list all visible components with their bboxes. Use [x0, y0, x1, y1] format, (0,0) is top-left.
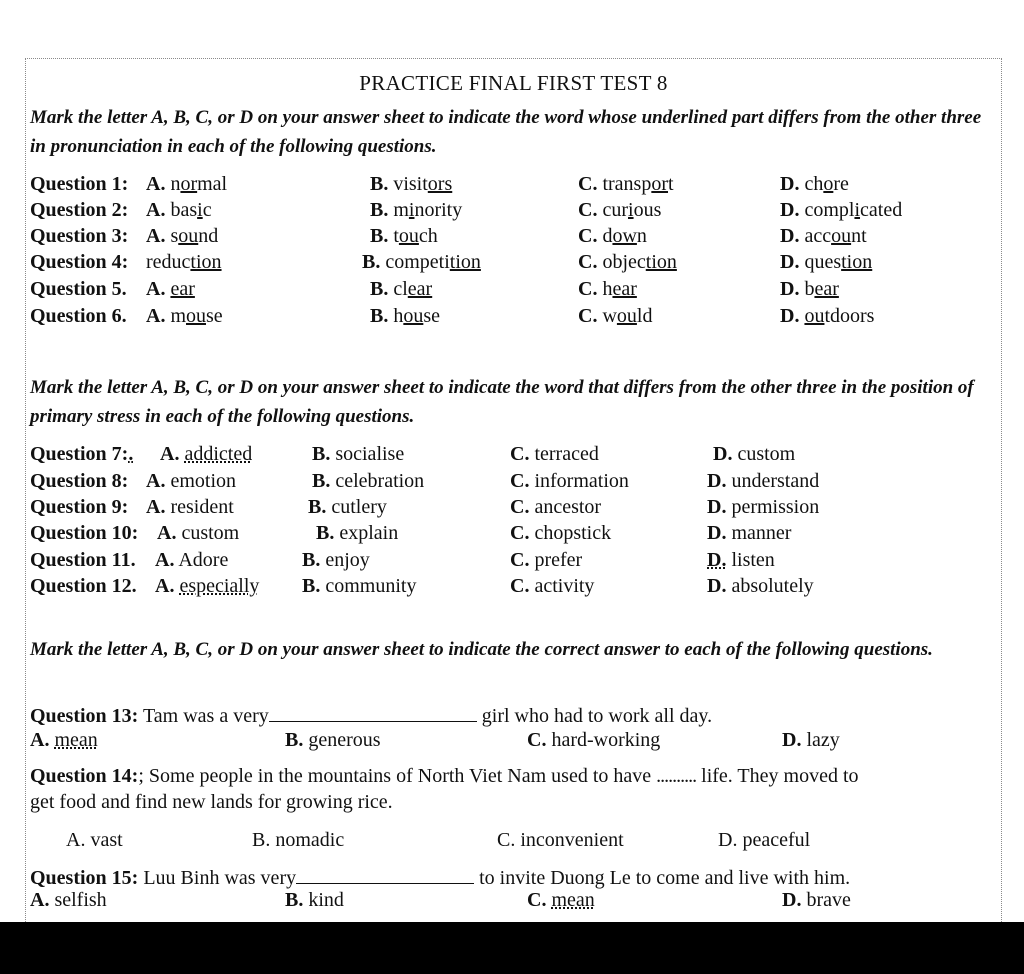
question-3-option-c[interactable] — [578, 225, 647, 248]
question-4-label: Question 4: — [30, 251, 129, 273]
question-11-option-b[interactable] — [302, 549, 370, 572]
word-part-under: ou — [398, 225, 419, 247]
option-letter: B. — [370, 305, 389, 327]
word-part-pre: acc — [804, 225, 832, 247]
option-letter: A. — [146, 496, 166, 518]
word-part-under: ou — [804, 305, 825, 327]
worksheet-page — [25, 58, 1002, 924]
question-13-option-b[interactable]: B. generous — [285, 729, 381, 751]
option-letter: C. — [578, 173, 598, 195]
word-part-under: ou — [186, 305, 207, 327]
question-10-label — [30, 522, 138, 545]
question-3-option-b[interactable] — [370, 225, 438, 248]
question-13-blank — [269, 703, 477, 722]
question-14-line2: get food and find new lands for growing rice. — [30, 791, 393, 813]
question-10-option-b[interactable] — [316, 522, 398, 545]
question-12-option-d[interactable] — [707, 575, 814, 598]
question-5-label: Question 5. — [30, 278, 127, 300]
question-1-option-b[interactable] — [370, 173, 452, 196]
question-11-option-a[interactable] — [155, 549, 228, 572]
option-letter: A. — [146, 470, 166, 492]
question-5-option-d[interactable] — [780, 278, 839, 301]
word-part-pre: ques — [804, 251, 842, 273]
question-9-row — [30, 496, 1001, 523]
question-7-row — [30, 443, 1001, 470]
word-part-pre: competi — [385, 251, 450, 273]
question-7-option-c[interactable] — [510, 443, 599, 466]
word-part-under: ear — [170, 278, 195, 300]
option-letter: A. — [146, 305, 166, 327]
option-word: especially — [179, 575, 260, 597]
question-15-after: to invite Duong Le to come and live with him. — [479, 867, 851, 889]
word-part-pre: bas — [170, 199, 198, 221]
word-part-pre: cur — [602, 199, 628, 221]
word-part-pre: m — [393, 199, 409, 221]
option-word: explain — [339, 522, 399, 544]
word-part-pre: s — [170, 225, 179, 247]
section2-instruction: Mark the letter A, B, C, or D on your answer sheet to indicate the word that differs from the other three in the position of primary stress in each of the following questions. — [30, 377, 974, 427]
screen-bottom-bar — [0, 922, 1024, 974]
question-10-row — [30, 522, 1001, 549]
option-letter: D. — [780, 251, 800, 273]
word-part-under: o — [823, 173, 834, 195]
question-4-option-b[interactable] — [362, 251, 481, 274]
question-8-option-c[interactable] — [510, 470, 629, 493]
word-part-under: or — [180, 173, 198, 195]
question-13-before: Tam was a very — [142, 705, 269, 727]
question-14-label: Question 14: — [30, 765, 139, 787]
option-letter: A. — [146, 225, 166, 247]
option-word: permission — [731, 496, 820, 518]
word-part-pre: compl — [804, 199, 855, 221]
question-13-options — [30, 729, 1001, 756]
question-mark: . — [128, 443, 134, 465]
option-word: addicted — [184, 443, 253, 465]
option-letter: C. — [578, 278, 598, 300]
word-part-pre: ch — [804, 173, 824, 195]
word-part-pre: w — [602, 305, 617, 327]
word-part-pre: d — [602, 225, 613, 247]
question-11-option-d[interactable] — [707, 549, 775, 572]
option-letter: C. — [510, 496, 530, 518]
word-part-under: i — [197, 199, 203, 221]
word-part-post: nority — [414, 199, 463, 221]
question-6-option-d[interactable] — [780, 305, 874, 328]
option-word: enjoy — [325, 549, 370, 571]
option-letter: A. — [146, 173, 166, 195]
question-1-option-d[interactable] — [780, 173, 849, 196]
question-8-option-d[interactable] — [707, 470, 819, 493]
question-14-stem — [30, 765, 999, 788]
word-part-post: c — [202, 199, 212, 221]
option-word: manner — [731, 522, 792, 544]
question-14-option-b[interactable]: B. nomadic — [252, 829, 345, 851]
option-letter: C. — [578, 305, 598, 327]
question-label-text: Question 11. — [30, 549, 136, 571]
question-6-row — [30, 305, 1001, 332]
option-word: chopstick — [534, 522, 612, 544]
option-letter: A. — [157, 522, 177, 544]
word-part-under: i — [408, 199, 415, 221]
question-5-option-c[interactable] — [578, 278, 637, 301]
word-part-under: ow — [612, 225, 637, 247]
question-label-text: Question 10: — [30, 522, 139, 544]
question-14-option-c[interactable]: C. inconvenient — [497, 829, 624, 851]
section3-instruction: Mark the letter A, B, C, or D on your answer sheet to indicate the correct answer to each of the following questions. — [30, 639, 933, 660]
word-part-under: tion — [449, 251, 481, 273]
word-part-under: ors — [427, 173, 453, 195]
question-5-option-a[interactable] — [146, 278, 195, 301]
word-part-post: n — [636, 225, 647, 247]
word-part-pre: m — [170, 305, 187, 327]
option-letter: C. — [578, 199, 598, 221]
question-11-row — [30, 549, 1001, 576]
word-part-post: t — [668, 173, 674, 195]
word-part-under: or — [651, 173, 669, 195]
word-part-post: re — [833, 173, 849, 195]
question-8-row — [30, 470, 1001, 497]
option-word: Adore — [178, 549, 229, 571]
word-part-post: nd — [198, 225, 219, 247]
option-letter: B. — [370, 225, 389, 247]
word-part-under: ou — [616, 305, 637, 327]
question-3-row — [30, 225, 1001, 252]
option-letter: B. — [316, 522, 335, 544]
section1-instruction: Mark the letter A, B, C, or D on your answer sheet to indicate the word whose underlined part differs from the other three in pronunciation in each of the following questions. — [30, 107, 982, 157]
question-6-option-c[interactable] — [578, 305, 652, 328]
question-14-line1: Some people in the mountains of North Viet Nam used to have — [148, 765, 652, 787]
question-11-option-c[interactable] — [510, 549, 582, 572]
word-part-post: tdoors — [824, 305, 875, 327]
question-label-text: Question 7: — [30, 443, 129, 465]
option-word: custom — [737, 443, 796, 465]
option-word: information — [534, 470, 629, 492]
question-2-row — [30, 199, 1001, 226]
option-letter: C. — [510, 549, 530, 571]
option-letter: A. — [155, 575, 175, 597]
question-6-option-a[interactable] — [146, 305, 223, 328]
question-10-option-a[interactable] — [157, 522, 239, 545]
question-2-option-c[interactable] — [578, 199, 661, 222]
question-1-row — [30, 173, 1001, 200]
question-12-option-a[interactable] — [155, 575, 259, 598]
word-part-post: ch — [418, 225, 438, 247]
option-word: resident — [170, 496, 234, 518]
question-2-option-d[interactable] — [780, 199, 902, 222]
word-part-pre: cl — [393, 278, 408, 300]
option-letter: C. — [578, 251, 598, 273]
question-3-option-a[interactable] — [146, 225, 218, 248]
word-part-under: ear — [814, 278, 839, 300]
question-6-label: Question 6. — [30, 305, 127, 327]
question-12-row — [30, 575, 1001, 602]
option-word: cutlery — [331, 496, 387, 518]
question-15-label: Question 15: — [30, 867, 139, 889]
word-part-under: ou — [178, 225, 199, 247]
word-part-post: cated — [860, 199, 903, 221]
question-7-option-d[interactable] — [713, 443, 795, 466]
word-part-under: tion — [190, 251, 222, 273]
question-4-option-d[interactable] — [780, 251, 872, 274]
question-15-blank — [296, 865, 474, 884]
question-4-option-a[interactable] — [146, 251, 222, 274]
question-11-label — [30, 549, 136, 572]
question-14-line1-end: life. They moved to — [701, 765, 859, 787]
question-13-stem — [30, 703, 999, 728]
word-part-post: ous — [633, 199, 662, 221]
question-15-stem — [30, 865, 999, 890]
word-part-post: mal — [197, 173, 228, 195]
word-part-post: se — [206, 305, 223, 327]
word-part-under: ear — [612, 278, 637, 300]
question-2-option-b[interactable] — [370, 199, 462, 222]
question-9-option-b[interactable] — [308, 496, 387, 519]
option-letter: D. — [780, 278, 800, 300]
question-5-row — [30, 278, 1001, 305]
question-3-option-d[interactable] — [780, 225, 867, 248]
question-14-option-a[interactable]: A. vast — [66, 829, 123, 851]
question-9-option-c[interactable] — [510, 496, 601, 519]
question-4-row — [30, 251, 1001, 278]
question-13-after: girl who had to work all day. — [481, 705, 713, 727]
option-letter: D. — [707, 549, 727, 571]
option-letter: C. — [510, 470, 530, 492]
question-9-label — [30, 496, 128, 519]
question-8-option-b[interactable] — [312, 470, 424, 493]
option-word: terraced — [534, 443, 599, 465]
word-part-pre: t — [393, 225, 399, 247]
question-9-option-d[interactable] — [707, 496, 819, 519]
option-word: listen — [731, 549, 775, 571]
word-part-pre: b — [804, 278, 815, 300]
word-part-under: ou — [403, 305, 424, 327]
question-15-before: Luu Binh was very — [143, 867, 297, 889]
question-10-option-d[interactable] — [707, 522, 791, 545]
word-part-post: ld — [636, 305, 653, 327]
option-letter: B. — [370, 173, 389, 195]
question-label-text: Question 12. — [30, 575, 137, 597]
option-letter: B. — [308, 496, 327, 518]
option-letter: D. — [780, 199, 800, 221]
question-8-option-a[interactable] — [146, 470, 236, 493]
word-part-pre: transp — [602, 173, 652, 195]
option-letter: B. — [302, 549, 321, 571]
option-letter: A. — [146, 278, 166, 300]
word-part-pre: h — [602, 278, 613, 300]
option-letter: C. — [510, 522, 530, 544]
word-part-pre: objec — [602, 251, 646, 273]
question-label-text: Question 8: — [30, 470, 129, 492]
question-9-option-a[interactable] — [146, 496, 234, 519]
question-1-label: Question 1: — [30, 173, 129, 195]
question-15-option-a[interactable]: A. selfish — [30, 889, 107, 911]
option-word: ancestor — [534, 496, 602, 518]
question-13-option-d[interactable]: D. lazy — [782, 729, 840, 751]
word-part-under: tion — [841, 251, 873, 273]
question-2-option-a[interactable] — [146, 199, 212, 222]
question-15-option-b[interactable]: B. kind — [285, 889, 344, 911]
question-1-option-a[interactable] — [146, 173, 227, 196]
option-letter: B. — [370, 278, 389, 300]
option-letter: A. — [155, 549, 175, 571]
option-word: socialise — [335, 443, 405, 465]
option-word: custom — [181, 522, 240, 544]
option-word: community — [325, 575, 417, 597]
question-6-option-b[interactable] — [370, 305, 440, 328]
option-letter: B. — [362, 251, 381, 273]
word-part-under: i — [628, 199, 634, 221]
word-part-pre: reduc — [146, 251, 191, 273]
question-8-label — [30, 470, 128, 493]
option-word: absolutely — [731, 575, 814, 597]
question-15-option-d[interactable]: D. brave — [782, 889, 851, 911]
word-part-under: tion — [645, 251, 677, 273]
word-part-post: se — [423, 305, 441, 327]
question-4-option-c[interactable] — [578, 251, 677, 274]
option-letter: D. — [707, 496, 727, 518]
question-12-label — [30, 575, 137, 598]
question-13-option-a[interactable]: A. mean — [30, 729, 98, 751]
option-letter: B. — [312, 470, 331, 492]
option-word: activity — [534, 575, 595, 597]
question-10-option-c[interactable] — [510, 522, 611, 545]
option-letter: C. — [578, 225, 598, 247]
option-word: emotion — [170, 470, 236, 492]
word-part-pre: visit — [393, 173, 428, 195]
question-13-option-c[interactable]: C. hard-working — [527, 729, 661, 751]
option-letter: C. — [510, 575, 530, 597]
question-1-option-c[interactable] — [578, 173, 674, 196]
option-letter: C. — [510, 443, 530, 465]
question-7-label — [30, 443, 133, 466]
question-label-text: Question 9: — [30, 496, 129, 518]
question-14-option-d[interactable]: D. peaceful — [718, 829, 811, 851]
option-letter: D. — [780, 305, 800, 327]
option-word: understand — [731, 470, 820, 492]
question-14-options — [30, 829, 1001, 856]
option-letter: A. — [160, 443, 180, 465]
option-letter: B. — [312, 443, 331, 465]
page-title: PRACTICE FINAL FIRST TEST 8 — [359, 71, 668, 95]
question-7-option-a[interactable] — [160, 443, 252, 466]
option-letter: D. — [707, 575, 727, 597]
question-15-options — [30, 889, 1001, 916]
option-word: prefer — [534, 549, 583, 571]
question-14-mark: ; — [138, 765, 144, 787]
option-letter: D. — [780, 225, 800, 247]
question-12-option-b[interactable] — [302, 575, 416, 598]
question-7-option-b[interactable] — [312, 443, 404, 466]
question-13-label: Question 13: — [30, 705, 139, 727]
question-2-label: Question 2: — [30, 199, 129, 221]
question-14-blank: .......... — [656, 765, 697, 787]
word-part-under: ou — [831, 225, 852, 247]
option-letter: A. — [146, 199, 166, 221]
option-letter: D. — [707, 470, 727, 492]
word-part-post: nt — [851, 225, 867, 247]
question-12-option-c[interactable] — [510, 575, 594, 598]
word-part-under: i — [854, 199, 861, 221]
question-15-option-c[interactable]: C. mean — [527, 889, 595, 911]
option-letter: D. — [707, 522, 727, 544]
option-letter: D. — [780, 173, 800, 195]
word-part-pre: n — [170, 173, 181, 195]
option-letter: B. — [302, 575, 321, 597]
word-part-pre: h — [393, 305, 404, 327]
option-letter: D. — [713, 443, 733, 465]
option-word: celebration — [335, 470, 425, 492]
option-letter: B. — [370, 199, 389, 221]
question-3-label: Question 3: — [30, 225, 129, 247]
question-5-option-b[interactable] — [370, 278, 432, 301]
word-part-under: ear — [407, 278, 433, 300]
